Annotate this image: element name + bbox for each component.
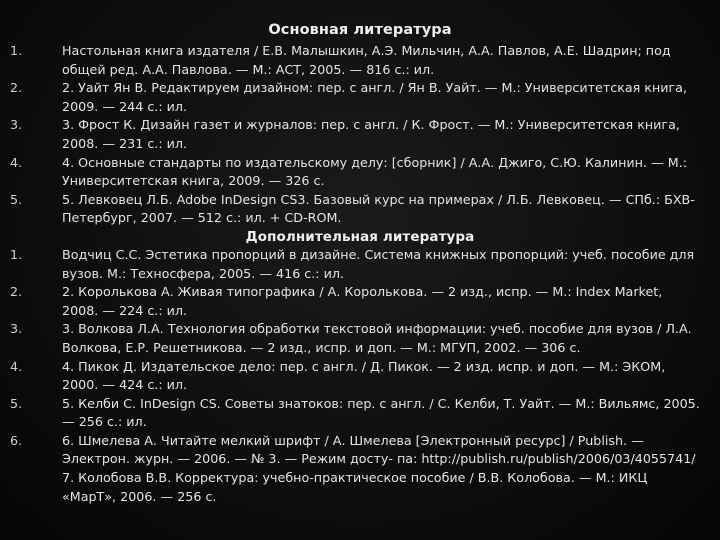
main-ref-item	[0, 191, 700, 228]
extra-ref-text: Водчиц С.С. Эстетика пропорций в дизайне. Система книжных пропорций: учеб. пособие для вузов. М.: Техносфера, 2005. — 416 с.: ил.	[62, 246, 695, 281]
extra-literature-list	[0, 246, 700, 506]
extra-ref-item	[0, 432, 700, 506]
main-ref-text: 3. Фрост К. Дизайн газет и журналов: пер. с англ. / К. Фрост. — М.: Университетская книга, 2008. — 231 с.: ил.	[62, 117, 680, 151]
main-ref-text: Настольная книга издателя / Е.В. Малышкин, А.Э. Мильчин, А.А. Павлов, А.Е. Шадрин; под общей ред. А.А. Павлова. — М.: АСТ, 2005. — 816 с.: ил.	[62, 43, 671, 77]
main-ref-item	[0, 42, 700, 79]
extra-ref-number: 2.	[10, 284, 23, 300]
extra-ref-item	[0, 246, 700, 283]
extra-ref-item	[0, 395, 700, 432]
extra-ref-number: 4.	[10, 358, 23, 374]
main-ref-number: 1.	[10, 43, 23, 58]
main-ref-number: 5.	[10, 191, 23, 207]
extra-ref-number: 3.	[10, 321, 23, 337]
main-literature-heading: Основная литература	[268, 22, 452, 38]
main-ref-text: 2. Уайт Ян В. Редактируем дизайном: пер. с англ. / Ян В. Уайт. — М.: Университетская книга, 2009. — 244 с.: ил.	[62, 80, 687, 114]
extra-ref-number: 6.	[10, 432, 23, 448]
references-content	[0, 42, 700, 506]
main-ref-number: 2.	[10, 80, 23, 96]
extra-ref-text: 3. Волкова Л.А. Технология обработки текстовой информации: учеб. пособие для вузов / Л.А. Волкова, Е.Р. Решетникова. — 2 изд., испр. и доп. — М.: МГУП, 2002. — 306 с.	[62, 321, 692, 355]
extra-ref-text: 2. Королькова А. Живая типографика / А. Королькова. — 2 изд., испр. — М.: Index Market, 2008. — 224 с.: ил.	[62, 284, 663, 318]
extra-literature-heading: Дополнительная литература	[245, 228, 475, 245]
extra-ref-text: 6. Шмелева А. Читайте мелкий шрифт / А. Шмелева [Электронный ресурс] / Publish. — Электрон. журн. — 2006. — № 3. — Режим досту- па: http://publish.ru/publish/2006/03/4055741/ 7. Колобова В.В. Корректура: учебно-практическое пособие / В.В. Колобова. — М.: ИКЦ «МарТ», 2006. — 256 с.	[62, 432, 696, 504]
extra-ref-number: 1.	[10, 246, 23, 262]
main-ref-text: 5. Левковец Л.Б. Adobe InDesign CS3. Базовый курс на примерах / Л.Б. Левковец. — СПб.: БХВ-Петербург, 2007. — 512 с.: ил. + CD-ROM.	[62, 191, 695, 226]
main-ref-item	[0, 79, 700, 116]
main-ref-number: 4.	[10, 154, 23, 170]
main-literature-list	[0, 42, 700, 228]
main-ref-number: 3.	[10, 117, 23, 133]
extra-ref-item	[0, 320, 700, 357]
main-ref-item	[0, 116, 700, 153]
extra-ref-number: 5.	[10, 395, 23, 411]
extra-ref-item	[0, 283, 700, 320]
main-ref-text: 4. Основные стандарты по издательскому делу: [сборник] / А.А. Джиго, С.Ю. Калинин. — М.: Университетская книга, 2009. — 326 с.	[62, 154, 687, 189]
main-ref-item	[0, 154, 700, 191]
extra-ref-text: 4. Пикок Д. Издательское дело: пер. с англ. / Д. Пикок. — 2 изд. испр. и доп. — М.: ЭКОМ, 2000. — 424 с.: ил.	[62, 358, 666, 393]
extra-ref-item	[0, 358, 700, 395]
extra-ref-text: 5. Келби С. InDesign CS. Советы знатоков: пер. с англ. / С. Келби, Т. Уайт. — М.: Вильямс, 2005. — 256 с.: ил.	[62, 395, 700, 430]
